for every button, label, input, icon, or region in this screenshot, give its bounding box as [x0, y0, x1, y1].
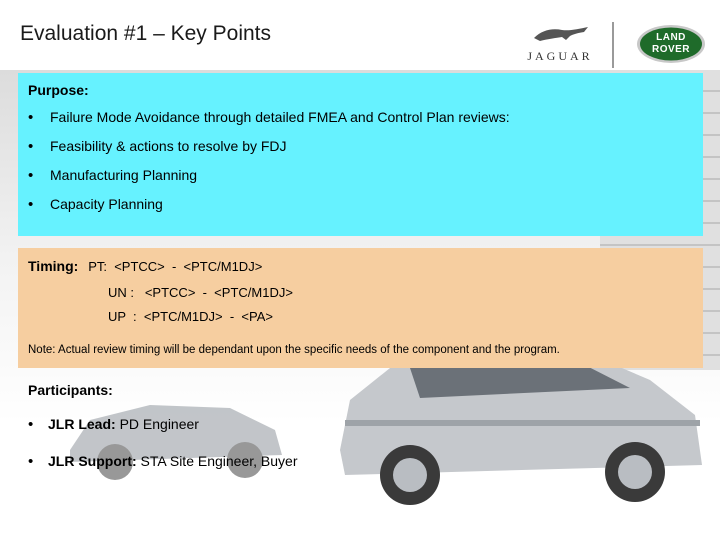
purpose-item-text: Capacity Planning: [50, 196, 163, 212]
bullet-icon: •: [28, 138, 34, 155]
timing-line-up: UP : <PTC/M1DJ> - <PA>: [108, 309, 273, 324]
purpose-item: [28, 167, 510, 196]
purpose-list: [28, 109, 510, 225]
slide-header: [0, 0, 720, 70]
landrover-line1: LAND: [656, 32, 686, 43]
purpose-panel: [18, 73, 703, 236]
timing-heading: Timing:: [28, 258, 79, 274]
slide-title: Evaluation #1 – Key Points: [20, 22, 271, 45]
purpose-heading: Purpose:: [28, 82, 89, 98]
participants-section: [18, 378, 518, 478]
timing-panel: [18, 248, 703, 368]
participants-heading: Participants:: [28, 382, 113, 398]
leaping-jaguar-icon: [532, 24, 590, 44]
timing-line-un: UN : <PTCC> - <PTC/M1DJ>: [108, 285, 293, 300]
landrover-line2: ROVER: [651, 44, 691, 55]
logo-divider: [612, 22, 614, 68]
participant-value: STA Site Engineer, Buyer: [140, 453, 298, 469]
purpose-item-text: Feasibility & actions to resolve by FDJ: [50, 138, 287, 154]
jaguar-logo: [520, 22, 600, 66]
timing-note: Note: Actual review timing will be dependant upon the specific needs of the component and the program.: [28, 344, 560, 356]
participant-value: PD Engineer: [119, 416, 199, 432]
bullet-icon: •: [28, 453, 34, 470]
participant-role: JLR Lead:: [48, 416, 116, 432]
jaguar-wordmark: JAGUAR: [527, 49, 593, 63]
participant-role: JLR Support:: [48, 453, 137, 469]
purpose-item: [28, 138, 510, 167]
bullet-icon: •: [28, 196, 34, 213]
participant-row: [28, 453, 298, 470]
purpose-item: [28, 196, 510, 225]
landrover-logo: [636, 24, 706, 64]
timing-line-pt: PT: <PTCC> - <PTC/M1DJ>: [88, 259, 263, 274]
purpose-item-text: Failure Mode Avoidance through detailed FMEA and Control Plan reviews:: [50, 109, 510, 125]
purpose-item-text: Manufacturing Planning: [50, 167, 198, 183]
bullet-icon: •: [28, 167, 34, 184]
timing-row-pt: [28, 258, 262, 274]
purpose-item: [28, 109, 510, 138]
participant-row: [28, 416, 199, 433]
bullet-icon: •: [28, 416, 34, 433]
bullet-icon: •: [28, 109, 34, 126]
